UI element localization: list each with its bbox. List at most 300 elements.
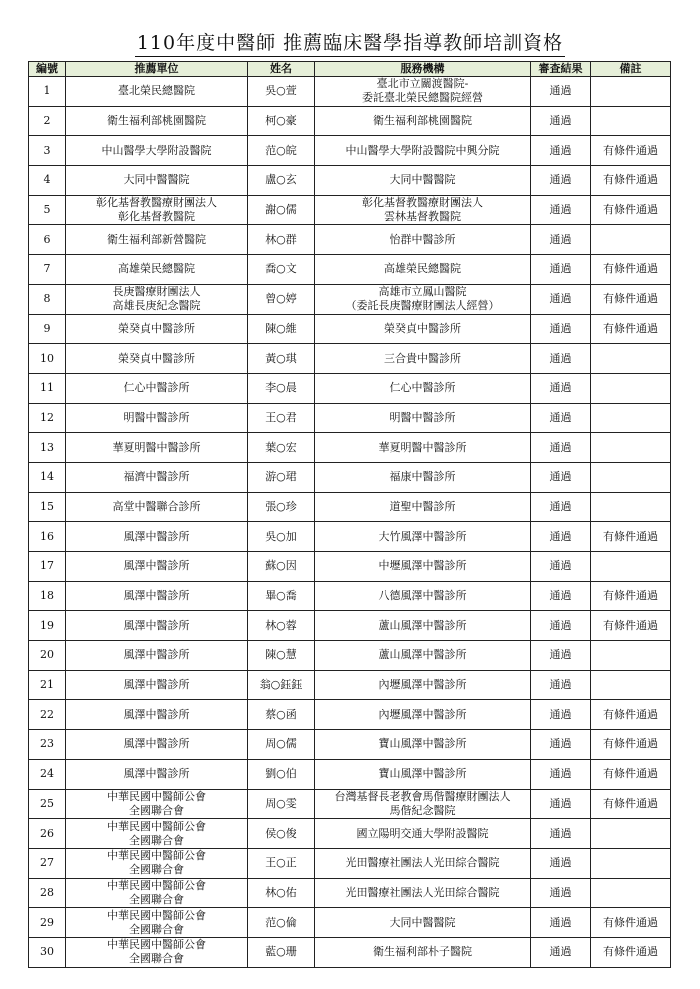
cell-name — [248, 255, 315, 285]
cell-name-text: 藍○珊 — [265, 945, 297, 959]
cell-no — [29, 670, 66, 700]
cell-note — [591, 225, 671, 255]
cell-org-text: 國立陽明交通大學附設醫院 — [356, 826, 489, 840]
cell-result — [531, 373, 591, 403]
cell-no-text: 20 — [40, 648, 54, 662]
cell-no-text: 6 — [43, 232, 51, 246]
cell-result-text: 通過 — [549, 767, 572, 781]
cell-org-text: 高雄市立鳳山醫院 — [378, 285, 467, 299]
cell-result-text: 通過 — [549, 618, 572, 632]
cell-no-text: 9 — [43, 321, 51, 335]
cell-name-text: 謝○儒 — [265, 203, 297, 217]
cell-note — [591, 848, 671, 878]
cell-org-text: 華夏明醫中醫診所 — [378, 440, 467, 454]
cell-name — [248, 937, 315, 967]
cell-no-text: 2 — [43, 114, 51, 128]
cell-no-text: 5 — [43, 203, 51, 217]
cell-note — [591, 552, 671, 582]
cell-result-text: 通過 — [549, 707, 572, 721]
cell-org — [315, 700, 531, 730]
cell-note — [591, 819, 671, 849]
cell-name-text: 王○正 — [265, 856, 297, 870]
cell-no — [29, 136, 66, 166]
cell-unit — [66, 730, 248, 760]
cell-note — [591, 433, 671, 463]
cell-org-text: 三合貴中醫診所 — [384, 351, 461, 365]
cell-no-text: 11 — [40, 381, 54, 395]
cell-result — [531, 789, 591, 819]
cell-note-text: 有條件通過 — [603, 143, 658, 157]
cell-org-text: 福康中醫診所 — [389, 470, 456, 484]
cell-org-text: 寶山風澤中醫診所 — [378, 767, 467, 781]
cell-org-text: 道聖中醫診所 — [389, 499, 456, 513]
cell-no-text: 26 — [40, 826, 54, 840]
table-row — [29, 848, 671, 878]
cell-result — [531, 759, 591, 789]
cell-no-text: 16 — [40, 529, 54, 543]
cell-name — [248, 492, 315, 522]
cell-unit-text: 風澤中醫診所 — [123, 589, 190, 603]
cell-org-text: 中山醫學大學附設醫院中興分院 — [345, 143, 500, 157]
table-row — [29, 552, 671, 582]
cell-unit — [66, 789, 248, 819]
cell-no-text: 17 — [40, 559, 54, 573]
cell-result — [531, 433, 591, 463]
cell-unit-text: 高雄榮民總醫院 — [118, 262, 195, 276]
cell-name — [248, 166, 315, 196]
cell-no — [29, 878, 66, 908]
cell-unit-text: 風澤中醫診所 — [123, 707, 190, 721]
cell-name — [248, 581, 315, 611]
cell-unit — [66, 166, 248, 196]
cell-result — [531, 908, 591, 938]
cell-no-text: 28 — [40, 885, 54, 899]
header-no: 編號 — [29, 62, 66, 77]
cell-name-text: 林○佑 — [265, 885, 297, 899]
table-row — [29, 106, 671, 136]
cell-no — [29, 284, 66, 314]
cell-note-text: 有條件通過 — [603, 915, 658, 929]
cell-name-text: 劉○伯 — [265, 767, 297, 781]
cell-org — [315, 641, 531, 671]
cell-unit-text: 衛生福利部新營醫院 — [107, 232, 206, 246]
table-row — [29, 77, 671, 107]
cell-result-text: 通過 — [549, 114, 572, 128]
cell-name-text: 陳○慧 — [265, 648, 297, 662]
table-row — [29, 759, 671, 789]
table-row — [29, 908, 671, 938]
cell-name-text: 喬○文 — [265, 262, 297, 276]
cell-no-text: 19 — [40, 618, 54, 632]
cell-org — [315, 136, 531, 166]
cell-org — [315, 462, 531, 492]
cell-note-text: 有條件通過 — [603, 737, 658, 751]
cell-name — [248, 314, 315, 344]
cell-name-text: 黃○琪 — [265, 351, 297, 365]
cell-unit-text: 大同中醫醫院 — [123, 173, 190, 187]
cell-unit — [66, 225, 248, 255]
cell-unit-text: 福濟中醫診所 — [123, 470, 190, 484]
cell-unit — [66, 284, 248, 314]
cell-result-text: 通過 — [549, 529, 572, 543]
table-row — [29, 462, 671, 492]
cell-org — [315, 433, 531, 463]
cell-result — [531, 166, 591, 196]
header-org: 服務機構 — [315, 62, 531, 77]
cell-note — [591, 492, 671, 522]
cell-note — [591, 166, 671, 196]
cell-result — [531, 641, 591, 671]
cell-note — [591, 700, 671, 730]
cell-org — [315, 730, 531, 760]
cell-unit-text: 風澤中醫診所 — [123, 529, 190, 543]
header-note: 備註 — [591, 62, 671, 77]
cell-unit — [66, 403, 248, 433]
cell-name — [248, 730, 315, 760]
table-header — [29, 62, 671, 77]
cell-name — [248, 136, 315, 166]
cell-unit-text: 風澤中醫診所 — [123, 618, 190, 632]
cell-name — [248, 611, 315, 641]
cell-result-text: 通過 — [549, 173, 572, 187]
cell-note — [591, 937, 671, 967]
cell-org — [315, 255, 531, 285]
cell-org — [315, 373, 531, 403]
cell-no — [29, 819, 66, 849]
cell-name-text: 蘇○因 — [265, 559, 297, 573]
cell-no-text: 1 — [43, 84, 51, 98]
cell-org-text-line2: （委託長庚醫療財團法人經營） — [345, 299, 500, 313]
cell-unit-text: 臺北榮民總醫院 — [118, 84, 195, 98]
cell-unit-text: 彰化基督教醫療財團法人 — [96, 196, 217, 210]
cell-result-text: 通過 — [549, 945, 572, 959]
cell-unit — [66, 937, 248, 967]
cell-note — [591, 908, 671, 938]
cell-no — [29, 166, 66, 196]
cell-no-text: 21 — [40, 678, 54, 692]
cell-unit-text: 明醫中醫診所 — [123, 410, 190, 424]
table-row — [29, 255, 671, 285]
cell-result — [531, 314, 591, 344]
cell-result — [531, 225, 591, 255]
header-row — [29, 62, 671, 77]
cell-result-text: 通過 — [549, 321, 572, 335]
cell-result — [531, 937, 591, 967]
table-row — [29, 344, 671, 374]
cell-org — [315, 819, 531, 849]
cell-name — [248, 908, 315, 938]
cell-name-text: 張○珍 — [265, 499, 297, 513]
cell-org — [315, 670, 531, 700]
cell-result — [531, 730, 591, 760]
cell-result — [531, 878, 591, 908]
qualification-table — [28, 61, 671, 968]
cell-unit — [66, 641, 248, 671]
cell-unit — [66, 314, 248, 344]
cell-result-text: 通過 — [549, 678, 572, 692]
cell-name-text: 陳○維 — [265, 321, 297, 335]
cell-name-text: 王○君 — [265, 410, 297, 424]
cell-name-text: 蔡○函 — [265, 707, 297, 721]
cell-unit — [66, 908, 248, 938]
cell-unit-text: 仁心中醫診所 — [123, 381, 190, 395]
table-row — [29, 611, 671, 641]
cell-note-text: 有條件通過 — [603, 767, 658, 781]
cell-name — [248, 344, 315, 374]
cell-org-text: 臺北市立關渡醫院- — [376, 77, 469, 91]
cell-no-text: 8 — [43, 292, 51, 306]
cell-name — [248, 819, 315, 849]
cell-result-text: 通過 — [549, 470, 572, 484]
cell-org-text: 仁心中醫診所 — [389, 381, 456, 395]
cell-org — [315, 225, 531, 255]
cell-name — [248, 700, 315, 730]
cell-unit — [66, 433, 248, 463]
cell-name — [248, 789, 315, 819]
cell-no-text: 24 — [40, 767, 54, 781]
cell-no — [29, 314, 66, 344]
cell-org — [315, 937, 531, 967]
cell-name — [248, 106, 315, 136]
cell-result-text: 通過 — [549, 826, 572, 840]
cell-note — [591, 641, 671, 671]
cell-unit-text: 長庚醫療財團法人 — [112, 285, 201, 299]
cell-no-text: 23 — [40, 737, 54, 751]
cell-unit-text: 榮癸貞中醫診所 — [118, 321, 195, 335]
table-row — [29, 789, 671, 819]
cell-result — [531, 255, 591, 285]
cell-unit — [66, 136, 248, 166]
cell-name — [248, 225, 315, 255]
cell-note — [591, 730, 671, 760]
cell-result-text: 通過 — [549, 559, 572, 573]
cell-result — [531, 522, 591, 552]
cell-name — [248, 373, 315, 403]
cell-note-text: 有條件通過 — [603, 707, 658, 721]
cell-result-text: 通過 — [549, 589, 572, 603]
cell-unit — [66, 462, 248, 492]
header-name: 姓名 — [248, 62, 315, 77]
cell-no-text: 12 — [40, 410, 54, 424]
cell-no — [29, 789, 66, 819]
table-row — [29, 314, 671, 344]
cell-unit-text-line2: 全國聯合會 — [129, 892, 184, 906]
cell-org — [315, 759, 531, 789]
cell-org-text: 衛生福利部桃園醫院 — [373, 114, 472, 128]
cell-unit-text: 高堂中醫聯合診所 — [112, 499, 201, 513]
cell-unit — [66, 522, 248, 552]
table-row — [29, 700, 671, 730]
cell-org-text: 寶山風澤中醫診所 — [378, 737, 467, 751]
cell-unit — [66, 373, 248, 403]
cell-org — [315, 611, 531, 641]
cell-name-text: 林○群 — [265, 232, 297, 246]
cell-name-text: 范○倫 — [265, 915, 297, 929]
cell-unit — [66, 670, 248, 700]
cell-name-text: 吳○加 — [265, 529, 297, 543]
cell-org-text: 大同中醫醫院 — [389, 173, 456, 187]
cell-result-text: 通過 — [549, 143, 572, 157]
cell-org — [315, 284, 531, 314]
cell-note-text: 有條件通過 — [603, 262, 658, 276]
cell-name — [248, 848, 315, 878]
cell-note — [591, 373, 671, 403]
cell-unit — [66, 819, 248, 849]
cell-unit-text: 風澤中醫診所 — [123, 767, 190, 781]
cell-note-text: 有條件通過 — [603, 945, 658, 959]
cell-result — [531, 848, 591, 878]
cell-no-text: 7 — [43, 262, 51, 276]
cell-org-text: 衛生福利部朴子醫院 — [373, 945, 472, 959]
cell-unit — [66, 848, 248, 878]
cell-org-text: 光田醫療社團法人光田綜合醫院 — [345, 856, 500, 870]
cell-unit — [66, 611, 248, 641]
cell-name — [248, 462, 315, 492]
cell-name-text: 游○珺 — [265, 470, 297, 484]
cell-org-text: 光田醫療社團法人光田綜合醫院 — [345, 885, 500, 899]
table-row — [29, 492, 671, 522]
cell-name — [248, 759, 315, 789]
cell-org-text: 明醫中醫診所 — [389, 410, 456, 424]
cell-result-text: 通過 — [549, 381, 572, 395]
cell-result — [531, 492, 591, 522]
cell-unit-text: 中華民國中醫師公會 — [107, 849, 206, 863]
cell-result — [531, 581, 591, 611]
cell-result — [531, 819, 591, 849]
cell-note — [591, 344, 671, 374]
cell-result-text: 通過 — [549, 737, 572, 751]
cell-org — [315, 552, 531, 582]
cell-no — [29, 848, 66, 878]
cell-org — [315, 166, 531, 196]
cell-note — [591, 462, 671, 492]
cell-org — [315, 195, 531, 225]
cell-note-text: 有條件通過 — [603, 589, 658, 603]
cell-unit — [66, 552, 248, 582]
cell-no-text: 4 — [43, 173, 51, 187]
cell-name — [248, 284, 315, 314]
cell-note — [591, 195, 671, 225]
cell-name-text: 盧○玄 — [265, 173, 297, 187]
cell-no — [29, 106, 66, 136]
cell-note-text: 有條件通過 — [603, 618, 658, 632]
cell-no-text: 29 — [40, 915, 54, 929]
cell-org-text: 榮癸貞中醫診所 — [384, 321, 461, 335]
cell-unit-text: 風澤中醫診所 — [123, 559, 190, 573]
table-row — [29, 819, 671, 849]
cell-no — [29, 373, 66, 403]
cell-org-text: 怡群中醫診所 — [389, 232, 456, 246]
cell-note — [591, 878, 671, 908]
cell-note-text: 有條件通過 — [603, 203, 658, 217]
cell-note — [591, 284, 671, 314]
cell-no — [29, 433, 66, 463]
cell-no-text: 25 — [40, 796, 54, 810]
cell-org — [315, 878, 531, 908]
cell-no-text: 13 — [40, 440, 54, 454]
cell-org — [315, 522, 531, 552]
cell-org — [315, 77, 531, 107]
table-row — [29, 937, 671, 967]
cell-org-text: 彰化基督教醫療財團法人 — [362, 196, 483, 210]
cell-result — [531, 700, 591, 730]
cell-org-text-line2: 雲林基督教醫院 — [384, 210, 461, 224]
cell-note — [591, 611, 671, 641]
cell-name — [248, 195, 315, 225]
table-row — [29, 433, 671, 463]
cell-result — [531, 403, 591, 433]
cell-name — [248, 403, 315, 433]
cell-note — [591, 314, 671, 344]
cell-no-text: 15 — [40, 499, 54, 513]
cell-result-text: 通過 — [549, 262, 572, 276]
cell-no — [29, 255, 66, 285]
cell-no — [29, 700, 66, 730]
cell-unit — [66, 700, 248, 730]
cell-org — [315, 403, 531, 433]
cell-result-text: 通過 — [549, 885, 572, 899]
cell-note — [591, 522, 671, 552]
cell-org — [315, 492, 531, 522]
cell-unit — [66, 878, 248, 908]
cell-unit-text: 中山醫學大學附設醫院 — [101, 143, 212, 157]
cell-result-text: 通過 — [549, 232, 572, 246]
cell-result — [531, 136, 591, 166]
cell-result-text: 通過 — [549, 648, 572, 662]
cell-unit-text: 中華民國中醫師公會 — [107, 789, 206, 803]
cell-no-text: 30 — [40, 945, 54, 959]
cell-result-text: 通過 — [549, 410, 572, 424]
cell-unit-text-line2: 全國聯合會 — [129, 952, 184, 966]
cell-no — [29, 225, 66, 255]
table-row — [29, 284, 671, 314]
cell-org-text: 中壢風澤中醫診所 — [378, 559, 467, 573]
cell-result-text: 通過 — [549, 856, 572, 870]
cell-unit-text: 風澤中醫診所 — [123, 648, 190, 662]
document-title-text: 110年度中醫師 推薦臨床醫學指導教師培訓資格 — [135, 32, 565, 57]
cell-result-text: 通過 — [549, 499, 572, 513]
cell-note-text: 有條件通過 — [603, 529, 658, 543]
table-row — [29, 403, 671, 433]
cell-no — [29, 730, 66, 760]
cell-no — [29, 759, 66, 789]
cell-name — [248, 433, 315, 463]
cell-note-text: 有條件通過 — [603, 321, 658, 335]
cell-result-text: 通過 — [549, 203, 572, 217]
cell-note — [591, 77, 671, 107]
cell-note-text: 有條件通過 — [603, 796, 658, 810]
cell-unit-text-line2: 全國聯合會 — [129, 922, 184, 936]
cell-unit-text: 榮癸貞中醫診所 — [118, 351, 195, 365]
cell-note — [591, 136, 671, 166]
cell-no — [29, 581, 66, 611]
cell-result-text: 通過 — [549, 292, 572, 306]
cell-name-text: 周○儒 — [265, 737, 297, 751]
cell-name-text: 柯○豪 — [265, 114, 297, 128]
cell-note-text: 有條件通過 — [603, 292, 658, 306]
table-row — [29, 878, 671, 908]
cell-name-text: 葉○宏 — [265, 440, 297, 454]
cell-org — [315, 581, 531, 611]
cell-name — [248, 670, 315, 700]
cell-name-text: 畢○喬 — [265, 589, 297, 603]
cell-unit-text-line2: 全國聯合會 — [129, 803, 184, 817]
cell-result — [531, 284, 591, 314]
cell-unit-text-line2: 彰化基督教醫院 — [118, 210, 195, 224]
cell-org — [315, 848, 531, 878]
table-row — [29, 225, 671, 255]
cell-name-text: 周○雯 — [265, 796, 297, 810]
